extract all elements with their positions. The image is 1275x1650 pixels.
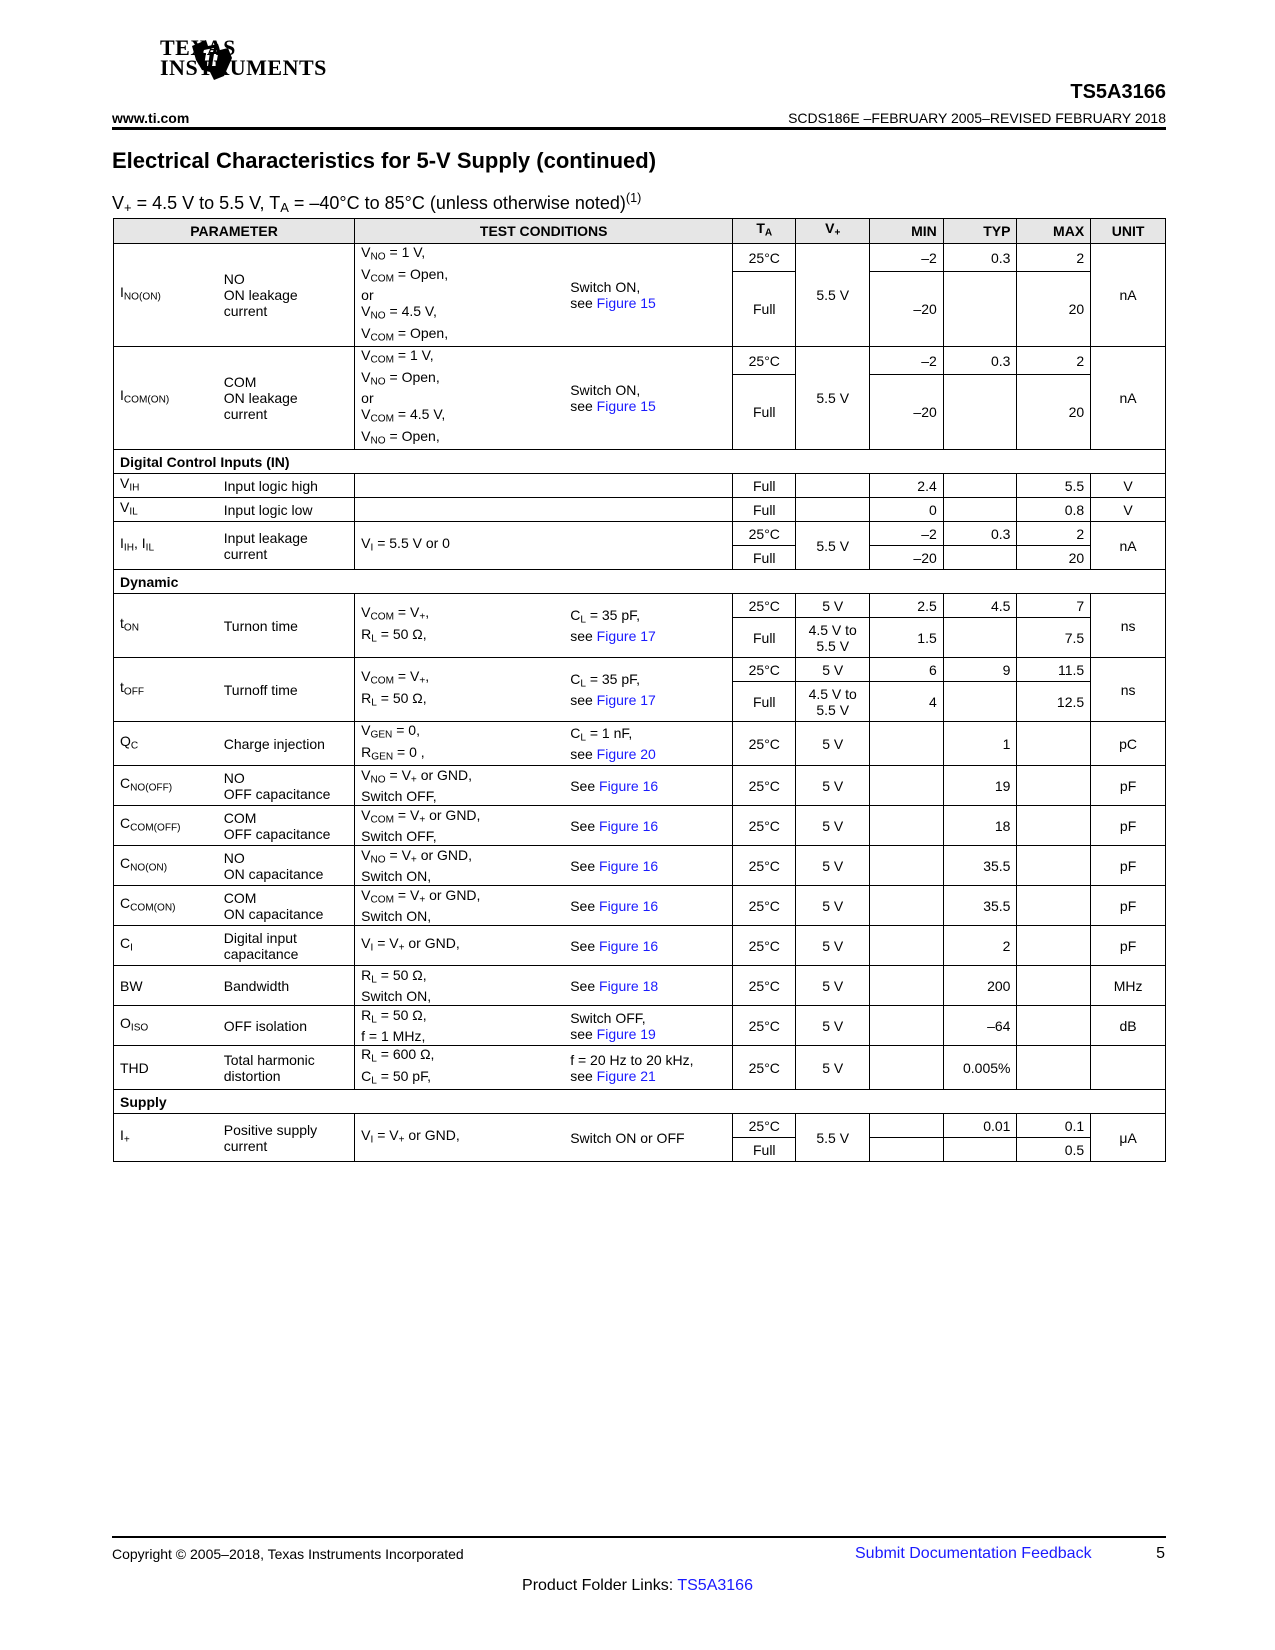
min-value: –2: [870, 522, 944, 546]
section-supply: Supply: [114, 1090, 1166, 1114]
min-value: 4: [870, 682, 944, 722]
typ-value: [943, 682, 1017, 722]
ta-value: Full: [733, 474, 796, 498]
ti-logo-text: [160, 35, 327, 80]
test-condition: [355, 498, 733, 522]
param-symbol: $t_{OFF}$: [114, 658, 218, 722]
col-test-conditions: TEST CONDITIONS: [355, 219, 733, 244]
ta-value: 25°C: [733, 594, 796, 618]
figure-link[interactable]: Figure 16: [599, 817, 659, 834]
header-divider: [112, 127, 1166, 130]
ta-value: Full: [733, 546, 796, 570]
figure-link[interactable]: Figure 17: [596, 692, 656, 709]
doc-revision: SCDS186E –FEBRUARY 2005–REVISED FEBRUARY 2018: [788, 110, 1166, 126]
table-row: [114, 498, 1166, 522]
unit-value: μA: [1091, 1114, 1166, 1162]
unit-value: pF: [1091, 886, 1166, 926]
vplus-value: 5 V: [796, 722, 870, 766]
min-value: [870, 1138, 944, 1162]
max-value: 0.1: [1017, 1114, 1091, 1138]
test-condition-2: $C_L = 35$ pF, see Figure 17: [564, 658, 732, 722]
logo-line-1: TEXAS: [160, 35, 236, 60]
test-condition-2: Switch ON, see Figure 15: [564, 347, 732, 450]
copyright: Copyright © 2005–2018, Texas Instruments Incorporated: [112, 1546, 464, 1562]
param-desc: Digital input capacitance: [218, 926, 355, 966]
ta-value: 25°C: [733, 966, 796, 1006]
table-row: [114, 1006, 1166, 1046]
spec-table: [113, 218, 1166, 1162]
table-row: [114, 244, 1166, 272]
max-value: [1017, 806, 1091, 846]
param-symbol: $O_{ISO}$: [114, 1006, 218, 1046]
table-row: [114, 846, 1166, 886]
vplus-value: 5 V: [796, 966, 870, 1006]
param-desc: Input leakage current: [218, 522, 355, 570]
vplus-value: 5.5 V: [796, 522, 870, 570]
table-row: [114, 766, 1166, 806]
vplus-value: 5 V: [796, 1006, 870, 1046]
vplus-value: 5.5 V: [796, 1114, 870, 1162]
param-desc: Charge injection: [218, 722, 355, 766]
min-value: [870, 886, 944, 926]
min-value: [870, 1114, 944, 1138]
page-number: 5: [1156, 1545, 1165, 1562]
test-condition-2: See Figure 16: [564, 926, 732, 966]
min-value: 1.5: [870, 618, 944, 658]
vplus-value: 4.5 V to 5.5 V: [796, 682, 870, 722]
max-value: 5.5: [1017, 474, 1091, 498]
unit-value: pF: [1091, 926, 1166, 966]
min-value: –2: [870, 244, 944, 272]
figure-link[interactable]: Figure 16: [599, 777, 659, 794]
test-condition: $V_{COM} = V_+$ or GND, Switch OFF,: [355, 806, 565, 846]
table-conditions: $V_+ = 4.5$ V to 5.5 V, $T_A = -40^\circ C$ to 85°C (unless otherwise noted)$^{(1)}$: [112, 191, 642, 216]
typ-value: 2: [943, 926, 1017, 966]
figure-link[interactable]: Figure 16: [599, 857, 659, 874]
min-value: [870, 846, 944, 886]
max-value: [1017, 926, 1091, 966]
ta-value: Full: [733, 498, 796, 522]
ta-value: Full: [733, 375, 796, 450]
param-desc: Input logic low: [218, 498, 355, 522]
col-parameter: PARAMETER: [114, 219, 355, 244]
min-value: [870, 926, 944, 966]
figure-link[interactable]: Figure 16: [599, 937, 659, 954]
section-dynamic: Dynamic: [114, 570, 1166, 594]
param-desc: OFF isolation: [218, 1006, 355, 1046]
vplus-value: 5 V: [796, 1046, 870, 1090]
param-symbol: BW: [114, 966, 218, 1006]
param-symbol: $C_I$: [114, 926, 218, 966]
param-symbol: $C_{COM(ON)}$: [114, 886, 218, 926]
test-condition: $V_I = 5.5$ V or 0: [355, 522, 733, 570]
unit-value: MHz: [1091, 966, 1166, 1006]
feedback-link[interactable]: Submit Documentation Feedback: [855, 1545, 1092, 1562]
min-value: 6: [870, 658, 944, 682]
vplus-value: 5 V: [796, 926, 870, 966]
typ-value: [943, 1138, 1017, 1162]
test-condition: $V_{NO} = 1$ V, $V_{COM}$ = Open, or $V_{NO} = 4.5$ V, $V_{COM}$ = Open,: [355, 244, 565, 347]
vplus-value: 5 V: [796, 594, 870, 618]
min-value: [870, 1046, 944, 1090]
max-value: 11.5: [1017, 658, 1091, 682]
test-condition-2: Switch OFF, see Figure 19: [564, 1006, 732, 1046]
unit-value: V: [1091, 498, 1166, 522]
figure-link[interactable]: Figure 17: [596, 628, 656, 645]
param-desc: NO ON capacitance: [218, 846, 355, 886]
folder-label: Product Folder Links:: [522, 1577, 678, 1594]
table-row: [114, 806, 1166, 846]
param-desc: NO OFF capacitance: [218, 766, 355, 806]
max-value: 12.5: [1017, 682, 1091, 722]
table-row: [114, 522, 1166, 546]
ta-value: 25°C: [733, 926, 796, 966]
unit-value: pF: [1091, 766, 1166, 806]
param-desc: Total harmonic distortion: [218, 1046, 355, 1090]
ta-value: Full: [733, 618, 796, 658]
param-desc: Turnoff time: [218, 658, 355, 722]
col-max: MAX: [1017, 219, 1091, 244]
vplus-value: 5 V: [796, 658, 870, 682]
ta-value: 25°C: [733, 722, 796, 766]
ta-value: 25°C: [733, 1046, 796, 1090]
ta-value: 25°C: [733, 806, 796, 846]
param-symbol: $I_+$: [114, 1114, 218, 1162]
table-row: [114, 594, 1166, 618]
table-row: [114, 658, 1166, 682]
table-row: [114, 966, 1166, 1006]
test-condition-2: f = 20 Hz to 20 kHz, see Figure 21: [564, 1046, 732, 1090]
vplus-value: 5.5 V: [796, 244, 870, 347]
test-condition-2: See Figure 16: [564, 886, 732, 926]
figure-link[interactable]: Figure 15: [596, 295, 656, 312]
typ-value: 0.3: [943, 244, 1017, 272]
max-value: 0.5: [1017, 1138, 1091, 1162]
min-value: [870, 806, 944, 846]
min-value: –20: [870, 375, 944, 450]
section-row: [114, 450, 1166, 474]
figure-link[interactable]: Figure 18: [599, 977, 659, 994]
typ-value: [943, 498, 1017, 522]
typ-value: 35.5: [943, 886, 1017, 926]
test-condition: $V_{COM} = V_+$, $R_L = 50$ Ω,: [355, 594, 565, 658]
max-value: 2: [1017, 347, 1091, 375]
typ-value: [943, 546, 1017, 570]
max-value: 2: [1017, 522, 1091, 546]
min-value: [870, 966, 944, 1006]
param-symbol: $V_{IL}$: [114, 498, 218, 522]
unit-value: pF: [1091, 806, 1166, 846]
max-value: [1017, 886, 1091, 926]
unit-value: ns: [1091, 594, 1166, 658]
test-condition: $V_{COM} = V_+$ or GND, Switch ON,: [355, 886, 565, 926]
max-value: 7.5: [1017, 618, 1091, 658]
section-row: [114, 1090, 1166, 1114]
min-value: [870, 1006, 944, 1046]
max-value: 0.8: [1017, 498, 1091, 522]
ta-value: Full: [733, 1138, 796, 1162]
figure-link[interactable]: Figure 20: [596, 746, 656, 763]
table-row: [114, 926, 1166, 966]
param-desc: COM OFF capacitance: [218, 806, 355, 846]
test-condition-2: $C_L = 1$ nF, see Figure 20: [564, 722, 732, 766]
max-value: 7: [1017, 594, 1091, 618]
ta-value: 25°C: [733, 886, 796, 926]
test-condition: [355, 474, 733, 498]
vplus-value: [796, 498, 870, 522]
ta-value: 25°C: [733, 1006, 796, 1046]
col-min: MIN: [870, 219, 944, 244]
vplus-value: 5.5 V: [796, 347, 870, 450]
param-symbol: $V_{IH}$: [114, 474, 218, 498]
vplus-value: 4.5 V to 5.5 V: [796, 618, 870, 658]
min-value: 0: [870, 498, 944, 522]
min-value: [870, 722, 944, 766]
test-condition: $R_L = 600$ Ω, $C_L = 50$ pF,: [355, 1046, 565, 1090]
table-row: [114, 722, 1166, 766]
typ-value: 18: [943, 806, 1017, 846]
unit-value: nA: [1091, 244, 1166, 347]
footer-divider: [112, 1536, 1166, 1538]
param-symbol: $Q_C$: [114, 722, 218, 766]
table-header-row: [114, 219, 1166, 244]
min-value: –2: [870, 347, 944, 375]
ta-value: Full: [733, 682, 796, 722]
param-desc: Turnon time: [218, 594, 355, 658]
section-digital: Digital Control Inputs (IN): [114, 450, 1166, 474]
ta-value: Full: [733, 272, 796, 347]
min-value: [870, 766, 944, 806]
param-desc: Input logic high: [218, 474, 355, 498]
param-symbol: $C_{COM(OFF)}$: [114, 806, 218, 846]
test-condition: $V_{NO} = V_+$ or GND, Switch OFF,: [355, 766, 565, 806]
vplus-value: 5 V: [796, 806, 870, 846]
table-row: [114, 1046, 1166, 1090]
table-row: [114, 474, 1166, 498]
param-symbol: $C_{NO(OFF)}$: [114, 766, 218, 806]
ta-value: 25°C: [733, 347, 796, 375]
max-value: [1017, 766, 1091, 806]
max-value: [1017, 1046, 1091, 1090]
col-vplus: $V_+$: [796, 219, 870, 244]
ta-value: 25°C: [733, 658, 796, 682]
vplus-value: 5 V: [796, 886, 870, 926]
unit-value: pF: [1091, 846, 1166, 886]
typ-value: 0.005%: [943, 1046, 1017, 1090]
unit-value: V: [1091, 474, 1166, 498]
table-row: [114, 347, 1166, 375]
vplus-value: 5 V: [796, 766, 870, 806]
test-condition-2: See Figure 16: [564, 846, 732, 886]
unit-value: nA: [1091, 347, 1166, 450]
typ-value: [943, 618, 1017, 658]
param-desc: Bandwidth: [218, 966, 355, 1006]
max-value: 20: [1017, 375, 1091, 450]
ta-value: 25°C: [733, 522, 796, 546]
vplus-value: [796, 474, 870, 498]
test-condition-2: See Figure 18: [564, 966, 732, 1006]
ta-value: 25°C: [733, 244, 796, 272]
max-value: [1017, 722, 1091, 766]
ta-value: 25°C: [733, 846, 796, 886]
product-folder-link[interactable]: TS5A3166: [677, 1577, 753, 1594]
table-row: [114, 886, 1166, 926]
param-desc: COM ON leakage current: [218, 347, 355, 450]
test-condition: $V_I = V_+$ or GND,: [355, 926, 565, 966]
typ-value: 0.01: [943, 1114, 1017, 1138]
unit-value: nA: [1091, 522, 1166, 570]
typ-value: 0.3: [943, 522, 1017, 546]
test-condition-2: Switch ON or OFF: [564, 1114, 732, 1162]
param-desc: Positive supply current: [218, 1114, 355, 1162]
typ-value: 1: [943, 722, 1017, 766]
param-symbol: $I_{COM(ON)}$: [114, 347, 218, 450]
max-value: [1017, 1006, 1091, 1046]
param-symbol: $I_{IH}$, $I_{IL}$: [114, 522, 218, 570]
table-row: [114, 1114, 1166, 1138]
unit-value: dB: [1091, 1006, 1166, 1046]
test-condition: $V_{COM} = V_+$, $R_L = 50$ Ω,: [355, 658, 565, 722]
figure-link[interactable]: Figure 19: [596, 1025, 656, 1042]
test-condition: $V_{COM} = 1$ V, $V_{NO}$ = Open, or $V_{COM} = 4.5$ V, $V_{NO}$ = Open,: [355, 347, 565, 450]
vplus-value: 5 V: [796, 846, 870, 886]
min-value: 2.4: [870, 474, 944, 498]
typ-value: 0.3: [943, 347, 1017, 375]
unit-value: pC: [1091, 722, 1166, 766]
param-symbol: $t_{ON}$: [114, 594, 218, 658]
test-condition: $R_L = 50$ Ω, f = 1 MHz,: [355, 1006, 565, 1046]
typ-value: 19: [943, 766, 1017, 806]
part-number: TS5A3166: [1070, 81, 1166, 103]
unit-value: [1091, 1046, 1166, 1090]
typ-value: [943, 474, 1017, 498]
typ-value: 35.5: [943, 846, 1017, 886]
figure-link[interactable]: Figure 21: [596, 1067, 656, 1084]
page-title: Electrical Characteristics for 5-V Supply (continued): [112, 148, 657, 173]
typ-value: 9: [943, 658, 1017, 682]
typ-value: [943, 272, 1017, 347]
test-condition: $V_{GEN} = 0$, $R_{GEN} = 0$ ,: [355, 722, 565, 766]
typ-value: 200: [943, 966, 1017, 1006]
typ-value: –64: [943, 1006, 1017, 1046]
typ-value: [943, 375, 1017, 450]
unit-value: ns: [1091, 658, 1166, 722]
test-condition-2: Switch ON, see Figure 15: [564, 244, 732, 347]
figure-link[interactable]: Figure 16: [599, 897, 659, 914]
footnote-ref[interactable]: (1): [625, 191, 642, 205]
test-condition: $V_{NO} = V_+$ or GND, Switch ON,: [355, 846, 565, 886]
ta-value: 25°C: [733, 766, 796, 806]
param-desc: COM ON capacitance: [218, 886, 355, 926]
param-symbol: $I_{NO(ON)}$: [114, 244, 218, 347]
param-desc: NO ON leakage current: [218, 244, 355, 347]
min-value: –20: [870, 546, 944, 570]
col-ta: $T_A$: [733, 219, 796, 244]
test-condition-2: See Figure 16: [564, 766, 732, 806]
figure-link[interactable]: Figure 15: [596, 398, 656, 415]
min-value: –20: [870, 272, 944, 347]
product-folder-links: [0, 1577, 1275, 1595]
param-symbol: THD: [114, 1046, 218, 1090]
typ-value: 4.5: [943, 594, 1017, 618]
max-value: [1017, 846, 1091, 886]
param-symbol: $C_{NO(ON)}$: [114, 846, 218, 886]
website-link[interactable]: www.ti.com: [112, 110, 190, 126]
test-condition: $V_I = V_+$ or GND,: [355, 1114, 565, 1162]
min-value: 2.5: [870, 594, 944, 618]
col-typ: TYP: [943, 219, 1017, 244]
col-unit: UNIT: [1091, 219, 1166, 244]
section-row: [114, 570, 1166, 594]
max-value: [1017, 966, 1091, 1006]
test-condition-2: See Figure 16: [564, 806, 732, 846]
ta-value: 25°C: [733, 1114, 796, 1138]
max-value: 20: [1017, 546, 1091, 570]
max-value: 2: [1017, 244, 1091, 272]
logo-line-2: INSTRUMENTS: [160, 55, 327, 80]
max-value: 20: [1017, 272, 1091, 347]
test-condition: $R_L = 50$ Ω, Switch ON,: [355, 966, 565, 1006]
test-condition-2: $C_L = 35$ pF, see Figure 17: [564, 594, 732, 658]
